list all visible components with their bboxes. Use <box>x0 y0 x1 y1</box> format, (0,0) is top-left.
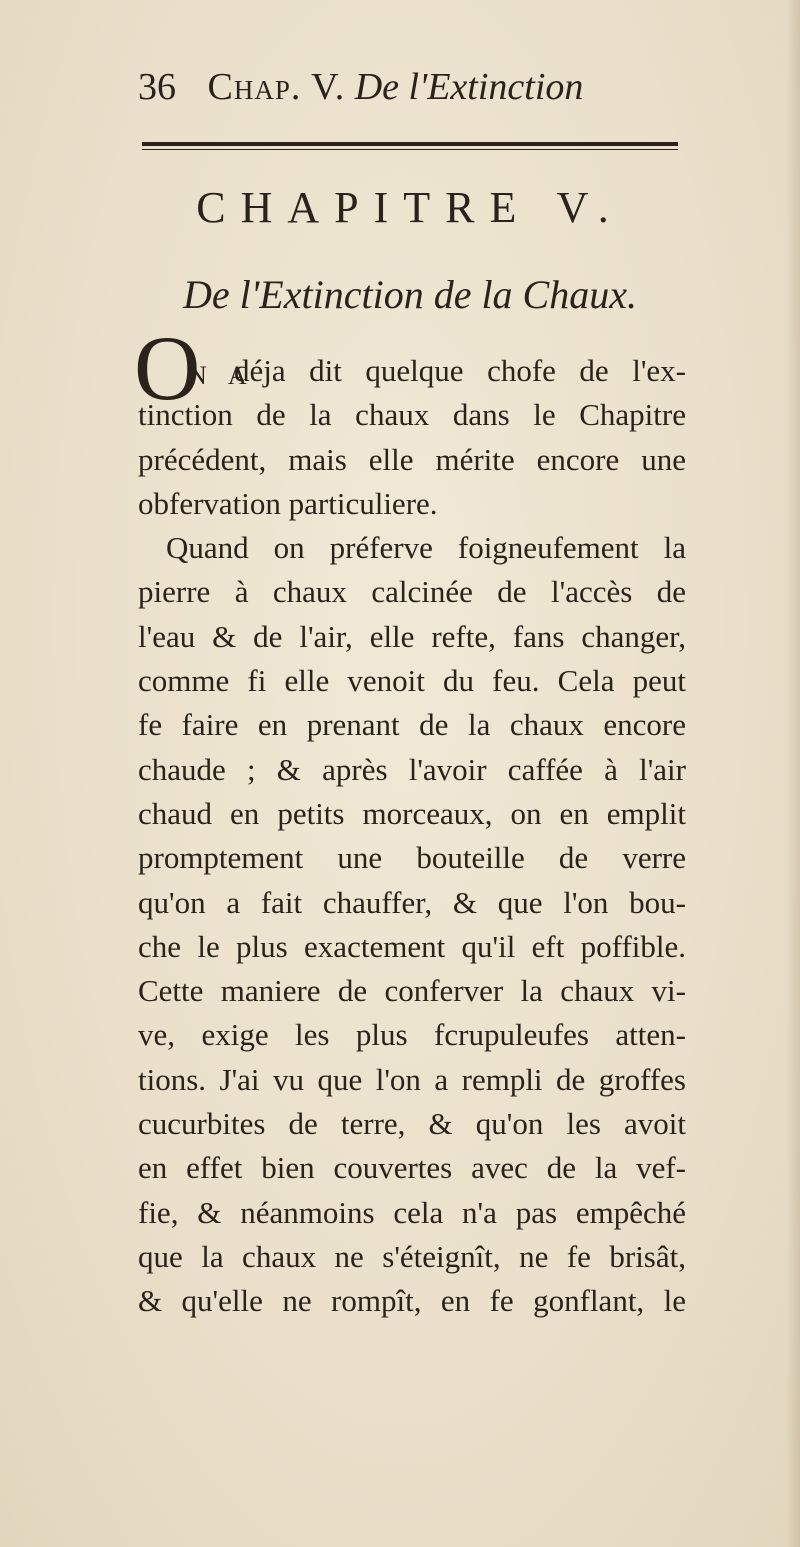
text-line: qu'on a fait chauffer, & que l'on bou- <box>138 884 686 920</box>
text-line: comme fi elle venoit du feu. Cela peut <box>138 663 686 699</box>
text-line: Cette maniere de conferver la chaux vi- <box>138 973 686 1009</box>
header-rule-thick <box>142 142 678 146</box>
text-line: l'eau & de l'air, elle refte, fans changer, <box>138 618 686 654</box>
text-line: cucurbites de terre, & qu'on les avoit <box>138 1106 686 1142</box>
chapter-title: CHAPITRE V. <box>196 183 624 232</box>
text-line: chaud en petits morceaux, on en emplit <box>138 795 686 831</box>
text-line: & qu'elle ne rompît, en fe gonflant, le <box>138 1283 686 1319</box>
text-line: que la chaux ne s'éteignît, ne fe brisât, <box>138 1238 686 1274</box>
text-line: déja dit quelque chofe de l'ex- <box>234 353 686 388</box>
page-edge-shadow <box>786 0 800 1547</box>
text-line: promptement une bouteille de verre <box>138 840 686 876</box>
running-head-chapter: Chap. V. <box>207 66 346 108</box>
text-line: obfervation particuliere. <box>138 485 438 521</box>
text-line: tions. J'ai vu que l'on a rempli de groffes <box>138 1061 686 1097</box>
page-number: 36 <box>138 66 176 108</box>
running-head-title: De l'Extinction <box>354 66 584 108</box>
text-line: tinction de la chaux dans le Chapitre <box>138 397 686 433</box>
text-line: che le plus exactement qu'il eft poffible. <box>138 928 686 964</box>
text-line: ve, exige les plus fcrupuleufes atten- <box>138 1017 686 1053</box>
text-line: en effet bien couvertes avec de la vef- <box>138 1150 686 1186</box>
body-text <box>138 349 686 1324</box>
text-line: fie, & néanmoins cela n'a pas empêché <box>138 1194 686 1230</box>
chapter-subtitle: De l'Extinction de la Chaux. <box>182 272 637 317</box>
text-line: chaude ; & après l'avoir caffée à l'air <box>138 751 686 787</box>
drop-cap: O <box>134 317 201 419</box>
text-line: Quand on préferve foigneufement la <box>166 530 686 566</box>
running-head <box>138 62 678 112</box>
header-rule-thin <box>142 149 678 150</box>
text-line: fe faire en prenant de la chaux encore <box>138 707 686 743</box>
first-word-small-caps: N A <box>188 361 255 390</box>
text-line: précédent, mais elle mérite encore une <box>138 441 686 477</box>
text-line: pierre à chaux calcinée de l'accès de <box>138 574 686 610</box>
